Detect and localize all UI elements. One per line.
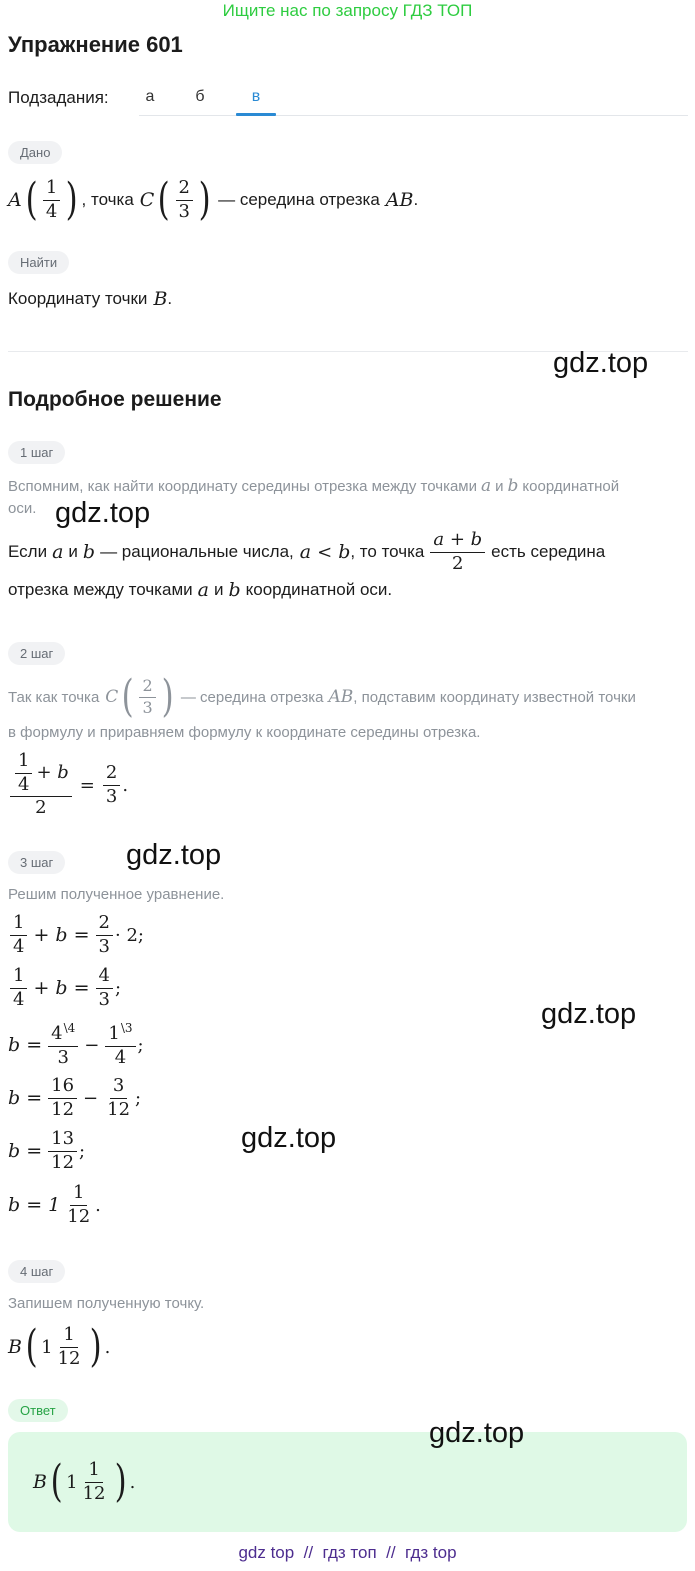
- paren-close: ): [114, 1456, 127, 1507]
- answer-pill: [8, 1399, 68, 1422]
- step2-hint-line1: [8, 672, 636, 722]
- given-text-1: , точка: [81, 190, 134, 209]
- step2-hint-text-1: Так как точка: [8, 688, 100, 706]
- point-b: B: [153, 288, 168, 310]
- find-label: Найти: [8, 251, 69, 274]
- paren-close: ): [161, 671, 174, 722]
- point-c: C: [105, 687, 119, 707]
- step2-pill: [8, 642, 65, 665]
- step2-hint-text-2: — середина отрезка: [180, 688, 324, 706]
- tab-b[interactable]: б: [195, 88, 205, 105]
- fraction: $\frac{1}{4}$: [10, 967, 27, 1010]
- fraction-c: $\frac{2}{3}$: [176, 179, 193, 222]
- paren-close: ): [89, 1321, 102, 1372]
- step1-hint-text-2: координатной: [522, 477, 620, 495]
- point-a: A: [8, 189, 22, 211]
- equals: =: [79, 774, 95, 796]
- fraction: $\frac{1}{12}$: [82, 1458, 106, 1504]
- find-pill: [8, 251, 69, 274]
- step2-hint-line2: [8, 724, 480, 741]
- fraction: $\frac{16}{12}$: [48, 1077, 77, 1120]
- step4-hint: [8, 1295, 204, 1312]
- given-text-2: — середина отрезка: [218, 190, 380, 209]
- answer-label: Ответ: [8, 1399, 68, 1422]
- watermark: gdz.top: [541, 998, 637, 1030]
- point-b: B: [8, 1336, 22, 1358]
- watermark: gdz.top: [55, 497, 151, 529]
- point-c: C: [139, 189, 155, 211]
- step2-equation: [8, 750, 128, 820]
- step3-line3: [8, 1018, 144, 1072]
- step1-rule-line1: [8, 527, 605, 577]
- tab-a[interactable]: а: [145, 88, 155, 105]
- watermark: gdz.top: [126, 839, 222, 871]
- step1-hint-line1: [8, 476, 619, 496]
- and-word: и: [213, 580, 224, 599]
- var-b: b: [82, 541, 96, 563]
- step1-label: 1 шаг: [8, 441, 65, 464]
- var-a: a: [197, 579, 209, 601]
- step3-label: 3 шаг: [8, 851, 65, 874]
- rule-then: , то точка: [350, 542, 425, 561]
- watermark: gdz.top: [429, 1417, 525, 1449]
- segment-ab: AB: [328, 687, 354, 707]
- paren-open: (: [121, 671, 134, 722]
- expr: b =: [8, 1034, 43, 1056]
- find-statement: [8, 288, 172, 310]
- expr-tail: ;: [137, 1034, 144, 1056]
- watermark: gdz.top: [241, 1122, 337, 1154]
- step3-line5: [8, 1126, 85, 1176]
- rule-line2-text: отрезка между точками: [8, 580, 193, 599]
- step3-hint: [8, 886, 224, 903]
- expr: b =: [8, 1087, 43, 1109]
- given-dot: .: [413, 190, 419, 209]
- tabs-divider: [139, 115, 688, 116]
- and-word: и: [495, 477, 504, 495]
- whole-part: 1: [66, 1471, 78, 1493]
- step1-hint-line2: [8, 500, 36, 517]
- step1-hint-text: Вспомним, как найти координату середины отрезка между точками: [8, 477, 477, 495]
- less-than: <: [317, 541, 333, 563]
- subtasks-bar: [8, 86, 688, 118]
- paren-open: (: [157, 174, 170, 225]
- subtasks-label: Подзадания:: [8, 88, 109, 107]
- fraction: $\frac{13}{12}$: [48, 1130, 77, 1173]
- rule-are: — рациональные числа,: [100, 542, 294, 561]
- fraction-a: $\frac{1}{4}$: [43, 179, 60, 222]
- expr: + b =: [33, 977, 90, 999]
- promo-banner: Ищите нас по запросу ГДЗ ТОП: [222, 1, 473, 20]
- expr-tail: · 2;: [115, 924, 144, 946]
- watermark: gdz.top: [553, 347, 649, 379]
- fraction: $\frac{4^{\backslash 4}}{3}$: [48, 1022, 78, 1068]
- step2-label: 2 шаг: [8, 642, 65, 665]
- step1-rule-line2: [8, 579, 392, 601]
- equation-lhs: $\frac{1}{4}$ + b 2: [10, 752, 72, 819]
- find-dot: .: [167, 289, 173, 308]
- footer-links[interactable]: gdz top // гдз топ // гдз top: [238, 1543, 457, 1562]
- minus: −: [84, 1034, 100, 1056]
- fraction: $\frac{1}{12}$: [67, 1181, 91, 1227]
- step1-hint-text-3: оси.: [8, 500, 37, 517]
- rule-if: Если: [8, 542, 48, 561]
- var-b: b: [338, 541, 351, 563]
- expr: b = 1: [8, 1194, 61, 1216]
- paren-close: ): [198, 174, 211, 225]
- step1-pill: [8, 441, 65, 464]
- expr-tail: ;: [79, 1140, 86, 1162]
- fraction: $\frac{2}{3}$: [96, 914, 113, 957]
- paren-open: (: [50, 1456, 63, 1507]
- solution-title: Подробное решение: [8, 388, 222, 411]
- page-title: Упражнение 601: [8, 32, 183, 57]
- step3-line6: [8, 1180, 101, 1230]
- var-b: b: [228, 579, 241, 601]
- paren-open: (: [25, 174, 38, 225]
- fraction: $\frac{1}{12}$: [57, 1323, 81, 1369]
- step4-result: [8, 1318, 110, 1376]
- paren-close: ): [65, 174, 78, 225]
- step4-hint-text: Запишем полученную точку.: [8, 1295, 205, 1312]
- fraction: $\frac{3}{12}$: [107, 1074, 131, 1120]
- given-label: Дано: [8, 141, 62, 164]
- step4-pill: [8, 1260, 65, 1283]
- tab-v[interactable]: в: [251, 88, 261, 105]
- fraction: $\frac{1}{4}$: [10, 914, 27, 957]
- point-b: B: [33, 1471, 47, 1493]
- expr: b =: [8, 1140, 43, 1162]
- expr-tail: ;: [115, 977, 122, 999]
- minus: −: [83, 1087, 99, 1109]
- step3-pill: [8, 851, 65, 874]
- step3-line2: [8, 963, 121, 1013]
- find-text: Координату точки: [8, 289, 148, 308]
- midpoint-fraction: $\frac{a + b}{2}$: [430, 531, 485, 574]
- active-tab-indicator: [236, 113, 276, 116]
- answer-dot: .: [129, 1471, 136, 1493]
- and-word: и: [68, 542, 78, 561]
- rule-is: есть середина: [491, 542, 606, 561]
- step4-label: 4 шаг: [8, 1260, 65, 1283]
- expr-tail: .: [95, 1194, 101, 1216]
- equation-rhs: $\frac{2}{3}$: [103, 764, 120, 807]
- paren-open: (: [25, 1321, 38, 1372]
- var-a: a: [481, 476, 492, 496]
- var-b: b: [507, 476, 519, 496]
- step3-hint-text: Решим полученное уравнение.: [8, 886, 225, 903]
- whole-part: 1: [41, 1336, 53, 1358]
- step3-line4: [8, 1073, 141, 1123]
- equation-dot: .: [122, 774, 129, 796]
- result-dot: .: [104, 1336, 111, 1358]
- step2-hint-text-3: , подставим координату известной точки: [353, 688, 636, 706]
- answer-result: [33, 1453, 135, 1511]
- fraction-c: $\frac{2}{3}$: [139, 678, 155, 717]
- rule-line2-end: координатной оси.: [245, 580, 393, 599]
- fraction: $\frac{4}{3}$: [96, 967, 113, 1010]
- fraction: $\frac{1^{\backslash 3}}{4}$: [105, 1022, 135, 1068]
- step2-hint-text-4: в формулу и приравняем формулу к координате середины отрезка.: [8, 724, 481, 741]
- given-pill: [8, 141, 62, 164]
- segment-ab: AB: [385, 189, 414, 211]
- expr-tail: ;: [135, 1087, 142, 1109]
- expr: + b =: [33, 924, 90, 946]
- inner-fraction: $\frac{1}{4}$: [15, 752, 32, 795]
- var-a: a: [299, 541, 312, 563]
- var-a: a: [52, 541, 64, 563]
- step3-line1: [8, 910, 144, 960]
- given-statement: [8, 172, 418, 228]
